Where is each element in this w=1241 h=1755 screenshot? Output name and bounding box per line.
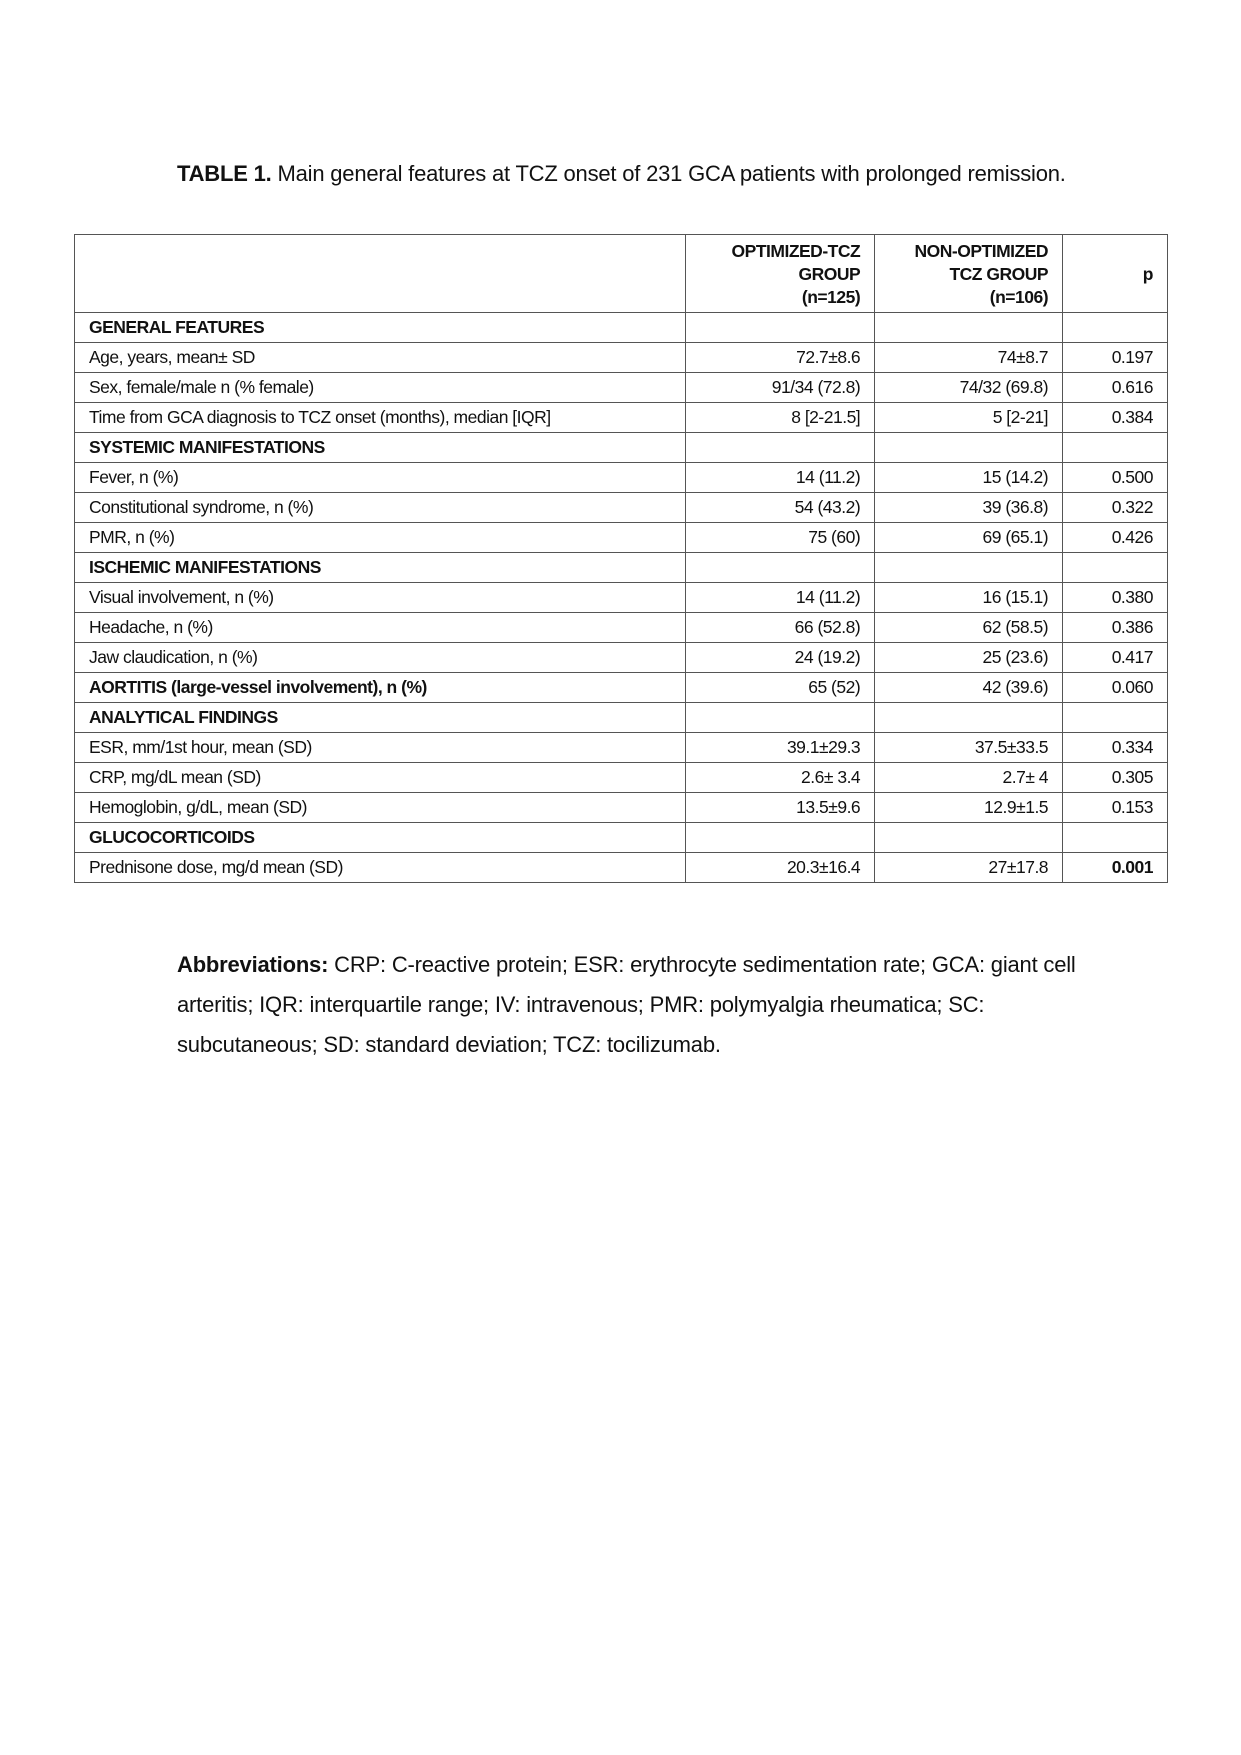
header-p-value: p — [1063, 235, 1168, 313]
abbreviations-note — [177, 945, 1077, 1065]
row-label: Headache, n (%) — [75, 613, 686, 643]
non-optimized-value: 5 [2-21] — [875, 403, 1063, 433]
table-header-row — [75, 235, 1168, 313]
non-optimized-value: 39 (36.8) — [875, 493, 1063, 523]
table-section-row — [75, 553, 1168, 583]
non-optimized-value: 16 (15.1) — [875, 583, 1063, 613]
table-row — [75, 613, 1168, 643]
p-value: 0.322 — [1063, 493, 1168, 523]
p-value: 0.616 — [1063, 373, 1168, 403]
optimized-value — [686, 703, 875, 733]
header-line: (n=106) — [989, 287, 1049, 307]
p-value — [1063, 823, 1168, 853]
abbreviations-label: Abbreviations: — [177, 952, 329, 977]
table-row — [75, 463, 1168, 493]
header-variable — [75, 235, 686, 313]
header-line: (n=125) — [801, 287, 861, 307]
p-value: 0.380 — [1063, 583, 1168, 613]
optimized-value — [686, 433, 875, 463]
header-optimized-group — [686, 235, 875, 313]
optimized-value: 20.3±16.4 — [686, 853, 875, 883]
p-value — [1063, 553, 1168, 583]
non-optimized-value: 2.7± 4 — [875, 763, 1063, 793]
row-label: Visual involvement, n (%) — [75, 583, 686, 613]
table-row — [75, 733, 1168, 763]
p-value: 0.060 — [1063, 673, 1168, 703]
optimized-value: 72.7±8.6 — [686, 343, 875, 373]
non-optimized-value — [875, 313, 1063, 343]
row-label: ANALYTICAL FINDINGS — [75, 703, 686, 733]
table-row — [75, 853, 1168, 883]
p-value — [1063, 313, 1168, 343]
non-optimized-value: 74±8.7 — [875, 343, 1063, 373]
p-value: 0.305 — [1063, 763, 1168, 793]
table-section-row — [75, 703, 1168, 733]
non-optimized-value: 12.9±1.5 — [875, 793, 1063, 823]
optimized-value: 24 (19.2) — [686, 643, 875, 673]
row-label: Constitutional syndrome, n (%) — [75, 493, 686, 523]
p-value: 0.384 — [1063, 403, 1168, 433]
row-label: ISCHEMIC MANIFESTATIONS — [75, 553, 686, 583]
row-label: Prednisone dose, mg/d mean (SD) — [75, 853, 686, 883]
table-row — [75, 793, 1168, 823]
optimized-value — [686, 313, 875, 343]
row-label: GENERAL FEATURES — [75, 313, 686, 343]
row-label: Sex, female/male n (% female) — [75, 373, 686, 403]
row-label: Hemoglobin, g/dL, mean (SD) — [75, 793, 686, 823]
table-section-row — [75, 823, 1168, 853]
row-label: SYSTEMIC MANIFESTATIONS — [75, 433, 686, 463]
optimized-value: 39.1±29.3 — [686, 733, 875, 763]
non-optimized-value — [875, 823, 1063, 853]
p-value: 0.001 — [1063, 853, 1168, 883]
row-label: GLUCOCORTICOIDS — [75, 823, 686, 853]
optimized-value: 54 (43.2) — [686, 493, 875, 523]
non-optimized-value: 42 (39.6) — [875, 673, 1063, 703]
non-optimized-value: 37.5±33.5 — [875, 733, 1063, 763]
features-table — [74, 234, 1168, 883]
p-value: 0.197 — [1063, 343, 1168, 373]
optimized-value: 65 (52) — [686, 673, 875, 703]
optimized-value: 14 (11.2) — [686, 583, 875, 613]
row-label: PMR, n (%) — [75, 523, 686, 553]
optimized-value: 13.5±9.6 — [686, 793, 875, 823]
row-label: Jaw claudication, n (%) — [75, 643, 686, 673]
optimized-value: 14 (11.2) — [686, 463, 875, 493]
row-label: Age, years, mean± SD — [75, 343, 686, 373]
non-optimized-value: 74/32 (69.8) — [875, 373, 1063, 403]
p-value: 0.500 — [1063, 463, 1168, 493]
non-optimized-value — [875, 433, 1063, 463]
row-label: CRP, mg/dL mean (SD) — [75, 763, 686, 793]
row-label: AORTITIS (large-vessel involvement), n (%) — [75, 673, 686, 703]
optimized-value: 2.6± 3.4 — [686, 763, 875, 793]
non-optimized-value: 62 (58.5) — [875, 613, 1063, 643]
optimized-value: 66 (52.8) — [686, 613, 875, 643]
p-value: 0.334 — [1063, 733, 1168, 763]
non-optimized-value: 25 (23.6) — [875, 643, 1063, 673]
non-optimized-value — [875, 703, 1063, 733]
header-non-optimized-group — [875, 235, 1063, 313]
row-label: Fever, n (%) — [75, 463, 686, 493]
table-row — [75, 583, 1168, 613]
caption-text: Main general features at TCZ onset of 231 GCA patients with prolonged remission. — [271, 161, 1066, 186]
table-caption — [177, 158, 1077, 189]
table-row — [75, 343, 1168, 373]
header-line: GROUP — [798, 264, 861, 284]
header-line: TCZ GROUP — [949, 264, 1049, 284]
non-optimized-value: 27±17.8 — [875, 853, 1063, 883]
non-optimized-value: 69 (65.1) — [875, 523, 1063, 553]
table-section-row — [75, 313, 1168, 343]
optimized-value: 75 (60) — [686, 523, 875, 553]
table-row — [75, 523, 1168, 553]
p-value — [1063, 433, 1168, 463]
table-row — [75, 373, 1168, 403]
p-value: 0.386 — [1063, 613, 1168, 643]
p-value: 0.426 — [1063, 523, 1168, 553]
table-row — [75, 763, 1168, 793]
p-value — [1063, 703, 1168, 733]
header-line: NON-OPTIMIZED — [914, 241, 1049, 261]
row-label: ESR, mm/1st hour, mean (SD) — [75, 733, 686, 763]
optimized-value — [686, 553, 875, 583]
row-label: Time from GCA diagnosis to TCZ onset (months), median [IQR] — [75, 403, 686, 433]
header-line: OPTIMIZED-TCZ — [731, 241, 861, 261]
caption-label: TABLE 1. — [177, 161, 272, 186]
optimized-value — [686, 823, 875, 853]
abbreviations-text: CRP: C-reactive protein; ESR: erythrocyte sedimentation rate; GCA: giant cell arteritis; IQR: interquartile range; IV: intravenous; PMR: polymyalgia rheumatica; SC: subcutaneous; SD: standard deviation; TCZ: tocilizumab. — [177, 952, 1076, 1057]
non-optimized-value — [875, 553, 1063, 583]
non-optimized-value: 15 (14.2) — [875, 463, 1063, 493]
p-value: 0.153 — [1063, 793, 1168, 823]
table-section-row — [75, 433, 1168, 463]
optimized-value: 91/34 (72.8) — [686, 373, 875, 403]
table-section-row — [75, 673, 1168, 703]
table-row — [75, 643, 1168, 673]
optimized-value: 8 [2-21.5] — [686, 403, 875, 433]
p-value: 0.417 — [1063, 643, 1168, 673]
table-row — [75, 493, 1168, 523]
table-row — [75, 403, 1168, 433]
